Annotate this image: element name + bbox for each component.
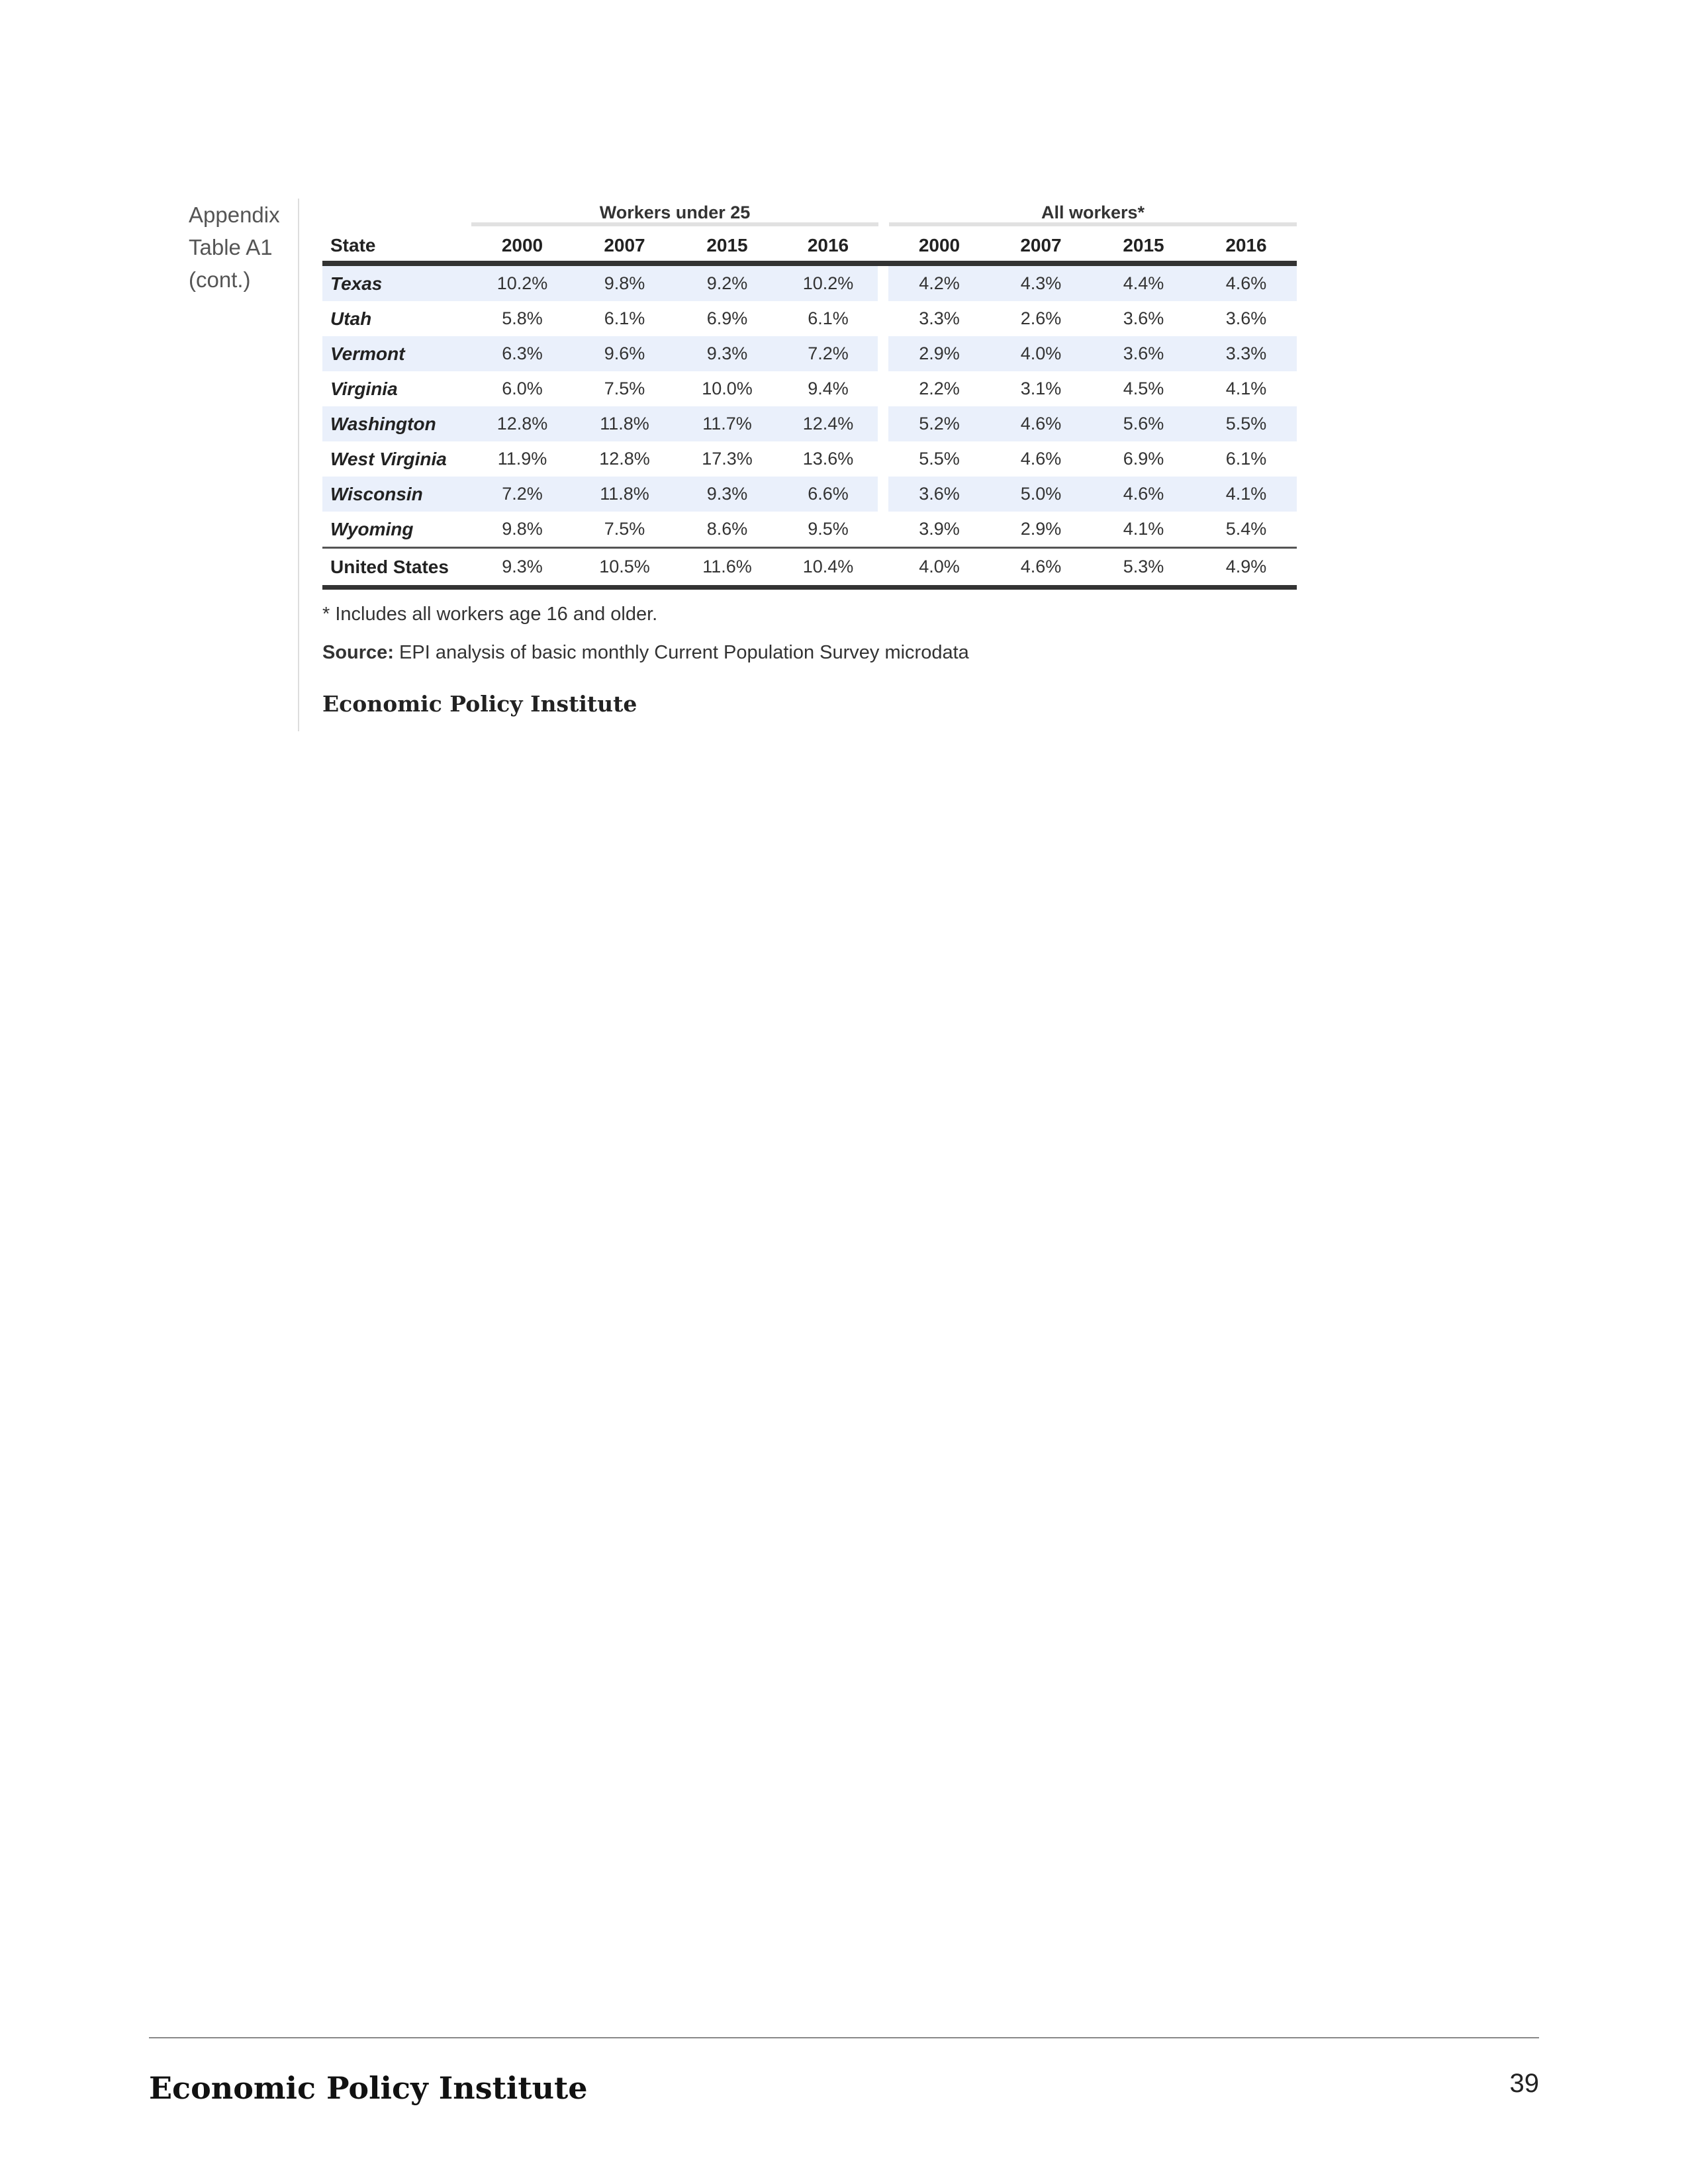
table-cell: 4.3% [990, 263, 1092, 301]
table-cell: 7.5% [604, 519, 645, 539]
table-row [322, 263, 1297, 301]
table-cell: 10.2% [471, 263, 573, 301]
column-gap [878, 512, 888, 548]
group-header-all-workers: All workers* [889, 199, 1297, 226]
table-cell: 5.6% [1092, 406, 1196, 441]
column-header: 2000 [501, 235, 543, 255]
group-header-workers-under-25: Workers under 25 [471, 199, 878, 226]
table-cell: 9.5% [808, 519, 849, 539]
footer-divider [149, 2037, 1539, 2038]
table-footnote: * Includes all workers age 16 and older. [322, 604, 658, 625]
appendix-table [322, 230, 1297, 590]
table-cell: 6.1% [604, 308, 645, 328]
total-row [322, 548, 1297, 588]
table-cell: 2.9% [888, 336, 990, 371]
state-name: West Virginia [330, 448, 447, 469]
table-row [322, 406, 1297, 441]
table-cell: 9.4% [808, 379, 849, 398]
column-gap [878, 371, 888, 406]
table-cell: 12.8% [599, 449, 650, 469]
table-cell: 4.6% [1092, 477, 1196, 512]
table-cell: 4.6% [1020, 557, 1062, 576]
column-gap [878, 230, 888, 263]
column-gap [878, 263, 888, 301]
side-label-line-2: Table A1 [189, 235, 273, 259]
column-header-state: State [330, 235, 376, 255]
column-gap [878, 548, 888, 588]
column-gap [878, 406, 888, 441]
table-cell: 4.4% [1092, 263, 1196, 301]
column-header: 2000 [918, 235, 961, 255]
table-cell: 7.2% [471, 477, 573, 512]
table-cell: 2.6% [1020, 308, 1062, 328]
table-cell: 4.9% [1225, 557, 1267, 576]
table-cell: 10.4% [802, 557, 854, 576]
table-cell: 4.6% [1020, 449, 1062, 469]
table-cell: 5.5% [1196, 406, 1297, 441]
table-cell: 6.9% [1123, 449, 1164, 469]
column-header: 2007 [604, 235, 645, 255]
table-row [322, 371, 1297, 406]
table-cell: 5.3% [1123, 557, 1164, 576]
table-cell: 3.6% [1123, 308, 1164, 328]
table-row [322, 336, 1297, 371]
table-cell: 5.4% [1225, 519, 1267, 539]
table-row [322, 441, 1297, 477]
state-name: Utah [330, 308, 372, 329]
table-side-label [189, 199, 295, 296]
table-cell: 5.5% [919, 449, 960, 469]
state-name: Wisconsin [322, 477, 471, 512]
table-cell: 5.0% [990, 477, 1092, 512]
column-header: 2016 [807, 235, 849, 255]
table-cell: 6.0% [502, 379, 543, 398]
side-label-line-3: (cont.) [189, 267, 251, 292]
column-gap [878, 336, 888, 371]
table-cell: 7.2% [778, 336, 878, 371]
table-cell: 5.2% [888, 406, 990, 441]
table-cell: 10.2% [778, 263, 878, 301]
table-cell: 6.1% [1225, 449, 1267, 469]
state-name: United States [330, 556, 449, 577]
table-cell: 4.6% [1196, 263, 1297, 301]
column-header: 2016 [1225, 235, 1267, 255]
table-source [322, 642, 969, 664]
table-cell: 6.3% [471, 336, 573, 371]
table-cell: 3.3% [919, 308, 960, 328]
state-name: Texas [322, 263, 471, 301]
table-cell: 5.8% [502, 308, 543, 328]
table-cell: 11.6% [702, 557, 752, 576]
state-name: Vermont [322, 336, 471, 371]
table-cell: 11.7% [676, 406, 778, 441]
table-cell: 4.1% [1123, 519, 1164, 539]
table-cell: 6.6% [778, 477, 878, 512]
table-cell: 8.6% [706, 519, 748, 539]
source-text: EPI analysis of basic monthly Current Population Survey microdata [393, 642, 969, 663]
table-cell: 11.9% [497, 449, 547, 469]
table-cell: 4.6% [990, 406, 1092, 441]
table-row [322, 477, 1297, 512]
table-cell: 9.2% [676, 263, 778, 301]
column-header: 2007 [1020, 235, 1062, 255]
source-label: Source: [322, 642, 394, 663]
table-cell: 3.6% [1225, 308, 1267, 328]
column-header: 2015 [706, 235, 748, 255]
table-cell: 12.4% [778, 406, 878, 441]
table-cell: 11.8% [573, 477, 676, 512]
column-gap [878, 441, 888, 477]
table-row [322, 512, 1297, 548]
table-cell: 9.8% [502, 519, 543, 539]
column-header-row [322, 230, 1297, 263]
table-cell: 4.5% [1123, 379, 1164, 398]
table-cell: 9.3% [676, 336, 778, 371]
table-cell: 12.8% [471, 406, 573, 441]
table-cell: 4.0% [990, 336, 1092, 371]
state-name: Wyoming [330, 518, 414, 539]
table-cell: 4.1% [1196, 477, 1297, 512]
state-name: Virginia [330, 378, 398, 399]
column-gap [878, 477, 888, 512]
table-cell: 4.2% [888, 263, 990, 301]
table-cell: 3.6% [1092, 336, 1196, 371]
table-cell: 9.6% [573, 336, 676, 371]
page-number: 39 [1509, 2069, 1539, 2098]
table-cell: 2.2% [919, 379, 960, 398]
table-cell: 9.3% [676, 477, 778, 512]
table-cell: 3.9% [919, 519, 960, 539]
table-cell: 11.8% [573, 406, 676, 441]
table-cell: 3.3% [1196, 336, 1297, 371]
state-name: Washington [322, 406, 471, 441]
table-row [322, 301, 1297, 336]
table-cell: 17.3% [702, 449, 753, 469]
table-cell: 7.5% [604, 379, 645, 398]
table-cell: 4.1% [1225, 379, 1267, 398]
footer-brand: Economic Policy Institute [149, 2070, 588, 2106]
table-cell: 13.6% [802, 449, 854, 469]
table-cell: 3.1% [1020, 379, 1062, 398]
table-cell: 6.9% [706, 308, 748, 328]
table-cell: 9.8% [573, 263, 676, 301]
table-cell: 6.1% [808, 308, 849, 328]
column-header: 2015 [1123, 235, 1164, 255]
column-gap [878, 301, 888, 336]
table-cell: 10.0% [702, 379, 753, 398]
table-cell: 10.5% [599, 557, 650, 576]
side-label-line-1: Appendix [189, 203, 280, 227]
table-brand: Economic Policy Institute [322, 691, 637, 717]
table-cell: 2.9% [1020, 519, 1062, 539]
side-divider [298, 199, 299, 731]
table-cell: 3.6% [888, 477, 990, 512]
table-cell: 9.3% [502, 557, 543, 576]
table-cell: 4.0% [919, 557, 960, 576]
